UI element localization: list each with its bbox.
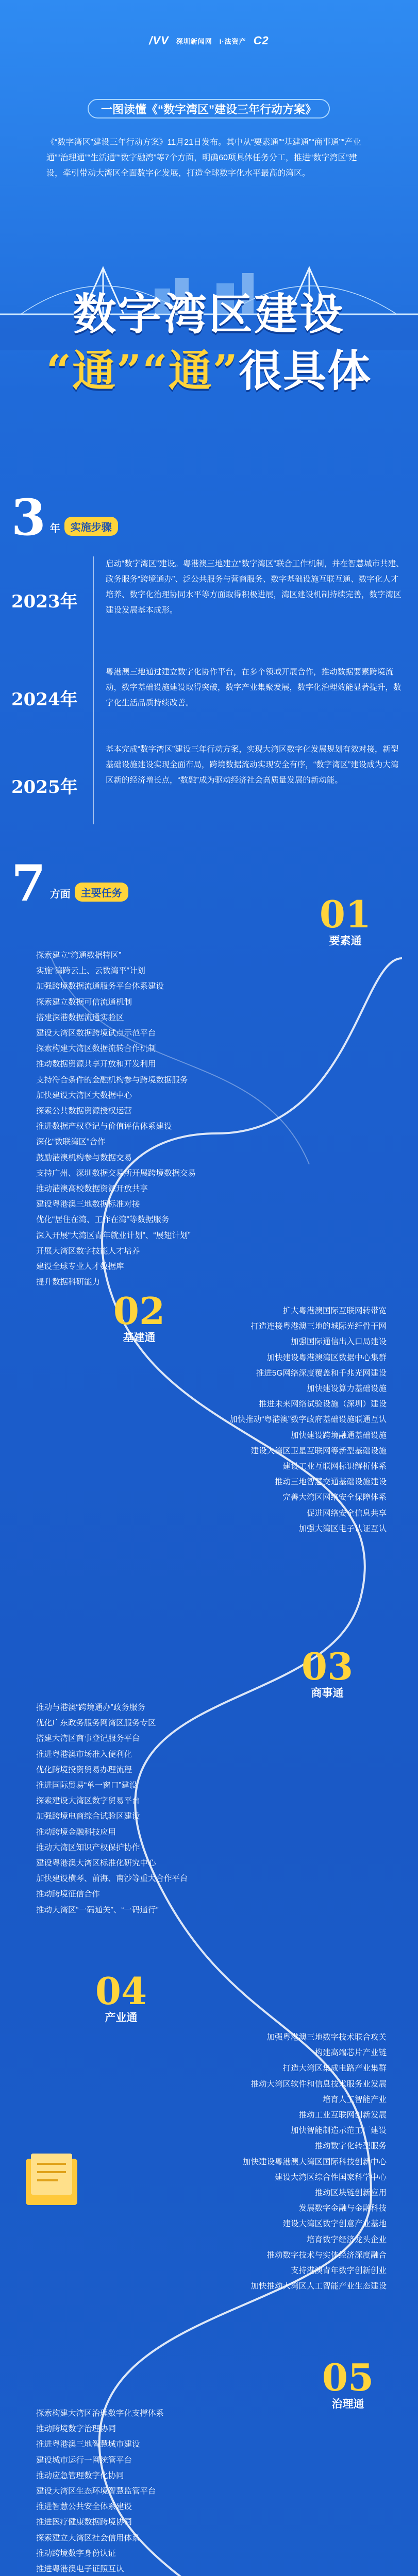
- task-group-01-num: 01: [319, 892, 372, 936]
- task-item: 探索构建大湾区数据流转合作机制: [36, 1044, 156, 1054]
- task-item: 加强跨境数据流通服务平台体系建设: [36, 982, 164, 991]
- logo-4: C2: [253, 34, 269, 47]
- steps-heading: [11, 488, 118, 547]
- tasks-unit: 方面: [49, 889, 71, 900]
- task-item: 建设城市运行一网统管平台: [36, 2455, 132, 2465]
- task-group-04-label: [82, 1969, 160, 2025]
- task-item: 推动数字技术与实体经济深度融合: [266, 2250, 387, 2260]
- task-item: 培育人工智能产业: [322, 2095, 387, 2104]
- year-2023: 2023年: [11, 591, 78, 612]
- task-item: 推进智慧公共安全体系建设: [36, 2502, 132, 2512]
- task-item: 加快建设粤港澳大湾区国际科技创新中心: [242, 2157, 387, 2166]
- task-group-02-list: [144, 1303, 387, 1537]
- task-item: 优化跨境投资贸易办理流程: [36, 1765, 132, 1774]
- task-item: 加快建设粤港澳湾区数据中心集群: [266, 1353, 387, 1362]
- task-item: 加强跨境电商综合试验区建设: [36, 1812, 140, 1821]
- task-item: 构建高端芯片产业链: [314, 2048, 387, 2058]
- task-item: 加快建设横琴、前海、南沙等重大合作平台: [36, 1874, 188, 1884]
- task-item: 探索建立大湾区社会信用体系: [36, 2533, 140, 2543]
- year-2023-text: 启动“数字湾区”建设。粤港澳三地建立“数字湾区”联合工作机制，并在智慧城市共建、政务服务“跨境通办”、泛公共服务与营商服务、数字基础设施互联互通、数字化人才培养、数字化治理协同水平等方面取得积极进展，湾区建设机制持续完善，数字湾区建设发展基本成形。: [106, 560, 404, 615]
- task-item: 建设大湾区数字创意产业基地: [282, 2219, 387, 2229]
- task-item: 推动三地智慧交通基础设施建设: [274, 1478, 387, 1487]
- task-item: 加强大湾区电子认证互认: [298, 1524, 387, 1533]
- task-item: 推进粤港澳电子证照互认: [36, 2565, 124, 2574]
- task-item: 推动跨境征信合作: [36, 1890, 101, 1899]
- task-item: 优化“居住在湾、工作在湾”等数据服务: [36, 1215, 170, 1225]
- steps-number: 3: [11, 488, 46, 547]
- task-item: 加快建设算力基础设施: [306, 1384, 387, 1394]
- task-item: 探索构建大湾区治理数字化支撑体系: [36, 2409, 164, 2418]
- document-box-icon: [21, 2148, 88, 2215]
- tasks-heading: [11, 854, 128, 912]
- logo-bar: [0, 34, 418, 47]
- task-group-05-label: [309, 2355, 387, 2411]
- task-item: 推进医疗健康数据跨境协同: [36, 2518, 132, 2527]
- task-item: 发展数字金融与金融科技: [298, 2204, 387, 2213]
- task-item: 推动大湾区软件和信息技术服务业发展: [250, 2079, 387, 2089]
- task-group-01-label: [304, 892, 387, 948]
- title-tong-1: “通”: [46, 345, 143, 396]
- task-item: 建设大湾区综合性国家科学中心: [274, 2173, 387, 2182]
- logo-1: /VV: [149, 34, 169, 47]
- task-group-03-title: 商事通: [311, 1687, 344, 1699]
- task-group-03-num: 03: [301, 1645, 354, 1688]
- task-item: 加强国际通信出入口局建设: [290, 1337, 387, 1347]
- task-item: 推动应急管理数字化协同: [36, 2471, 124, 2480]
- task-item: 推进粤港澳市场准入便利化: [36, 1750, 132, 1759]
- task-item: 开展大湾区数字技能人才培养: [36, 1246, 140, 1256]
- task-item: 鼓励港澳机构参与数据交易: [36, 1153, 132, 1162]
- task-item: 推动工业互联网创新发展: [298, 2111, 387, 2120]
- task-item: 推动数据资源共享开放和开发利用: [36, 1060, 156, 1069]
- task-group-04-title: 产业通: [105, 2012, 138, 2024]
- task-item: 深入开展“大湾区青年就业计划”、“展翅计划”: [36, 1231, 191, 1240]
- intro-paragraph: 《“数字湾区”建设三年行动方案》11月21日发布。其中从“要素通”“基建通”“商事通”“产业通”“治理通”“生活通”“数字融湾”等7个方面，明确60项具体任务分工，推进“数字湾区”建设，牵引带动大湾区全面数字化发展，打造全球数字化水平最高的湾区。: [46, 138, 361, 178]
- task-item: 探索建立数据可信流通机制: [36, 997, 132, 1007]
- task-item: 培育数字经济龙头企业: [306, 2235, 387, 2244]
- task-item: 推动数字化转型服务: [314, 2142, 387, 2151]
- task-group-05-list: [36, 2406, 294, 2576]
- task-item: 优化广东政务服务网湾区服务专区: [36, 1719, 156, 1728]
- task-item: 加快推动大湾区人工智能产业生态建设: [250, 2282, 387, 2291]
- task-item: 推进未来网络试验设施（深圳）建设: [258, 1400, 387, 1409]
- task-item: 建设粤港澳三地数据标准对接: [36, 1200, 140, 1209]
- year-2025: 2025年: [11, 777, 78, 798]
- title-tail: 很具体: [239, 345, 372, 396]
- task-item: 支持符合条件的金融机构参与跨境数据服务: [36, 1075, 188, 1084]
- task-item: 搭建深港数据流通实验区: [36, 1013, 124, 1022]
- task-item: 提升数据科研能力: [36, 1278, 101, 1287]
- task-item: 支持港澳青年数字创新创业: [290, 2266, 387, 2276]
- year-2024: 2024年: [11, 689, 78, 710]
- task-item: 完善大湾区网络安全保障体系: [282, 1493, 387, 1502]
- steps-timeline-line: [93, 556, 94, 824]
- task-item: 实施“湾跨云上、云数湾平”计划: [36, 967, 145, 976]
- task-group-01-list: [36, 948, 304, 1290]
- task-group-04-list: [134, 2030, 387, 2294]
- task-group-04-num: 04: [95, 1969, 147, 2013]
- task-group-03-label: [289, 1645, 366, 1700]
- task-item: 建设大湾区生态环境智慧监管平台: [36, 2487, 156, 2496]
- task-group-01-title: 要素通: [329, 935, 362, 947]
- task-item: 加快建设大湾区大数据中心: [36, 1091, 132, 1100]
- task-item: 促进网络安全信息共享: [306, 1509, 387, 1518]
- task-item: 推进国际贸易“单一窗口”建设: [36, 1781, 138, 1790]
- logo-3: i·法资产: [219, 37, 246, 45]
- task-item: 推进5G网络深度覆盖和千兆光网建设: [256, 1368, 387, 1378]
- task-item: 打造大湾区集成电路产业集群: [282, 2064, 387, 2073]
- task-item: 推动大湾区“一码通关”、“一码通行”: [36, 1905, 159, 1914]
- tasks-pill: 主要任务: [75, 883, 128, 902]
- task-item: 加快建设跨境融通基础设施: [290, 1431, 387, 1440]
- task-item: 加强粤港澳三地数字技术联合攻关: [266, 2033, 387, 2042]
- task-group-02-title: 基建通: [123, 1332, 156, 1344]
- title-tong-2: “通”: [142, 345, 239, 396]
- task-item: 推动跨境金融科技应用: [36, 1827, 116, 1837]
- year-2024-text: 粤港澳三地通过建立数字化协作平台，在多个领域开展合作，推动数据要素跨境流动，数字基础设施建设取得突破，数字产业集聚发展，数字化治理效能显著提升，数字化生活品质持续改善。: [106, 668, 402, 707]
- tasks-number: 7: [11, 854, 46, 912]
- task-item: 加快智能制造示范工厂建设: [290, 2126, 387, 2136]
- task-item: 打造连接粤港澳三地的城际光纤骨干网: [250, 1322, 387, 1331]
- steps-unit: 年: [49, 523, 60, 534]
- task-item: 建设粤港澳大湾区标准化研究中心: [36, 1859, 156, 1868]
- task-item: 支持广州、深圳数据交易所开展跨境数据交易: [36, 1168, 196, 1178]
- task-item: 建设大湾区数据跨境试点示范平台: [36, 1029, 156, 1038]
- task-group-05-num: 05: [322, 2355, 374, 2399]
- task-item: 探索建设大湾区数字贸易平台: [36, 1797, 140, 1806]
- task-item: 加快推动“粤港澳”数字政府基础设施联通互认: [229, 1415, 387, 1425]
- task-item: 推动大湾区知识产权保护协作: [36, 1843, 140, 1852]
- steps-pill: 实施步骤: [64, 517, 118, 536]
- task-item: 推动跨境数字身份认证: [36, 2549, 116, 2558]
- task-item: 推动与港澳“跨境通办”政务服务: [36, 1703, 145, 1712]
- task-group-05-title: 治理通: [331, 2398, 364, 2410]
- main-title-line2: [0, 345, 418, 397]
- task-item: 推动港澳高校数据资源开放共享: [36, 1184, 148, 1194]
- task-item: 探索公共数据资源授权运营: [36, 1107, 132, 1116]
- task-item: 探索建立“湾通数据特区”: [36, 951, 122, 960]
- main-title-line1: 数字湾区建设: [73, 289, 345, 340]
- task-item: 推进数据产权登记与价值评估体系建设: [36, 1122, 172, 1131]
- task-group-03-list: [36, 1700, 278, 1918]
- task-item: 推进粤港澳三地智慧城市建设: [36, 2440, 140, 2449]
- task-item: 建设工业互联网标识解析体系: [282, 1462, 387, 1471]
- task-item: 搭建大湾区商事登记服务平台: [36, 1734, 140, 1743]
- task-item: 建设全球专业人才数据库: [36, 1262, 124, 1272]
- task-item: 深化“数联湾区”合作: [36, 1138, 106, 1147]
- logo-2: 深圳新闻网: [176, 37, 212, 45]
- year-2025-text: 基本完成“数字湾区”建设三年行动方案，实现大湾区数字化发展规划有效对接，新型基础设施建设实现全面布局，跨境数据流动实现安全有序，“数字湾区”建设成为大湾区新的经济增长点，“数融”成为驱动经济社会高质量发展的新动能。: [106, 745, 399, 785]
- task-group-02-num: 02: [113, 1289, 165, 1333]
- task-item: 推动区块链创新应用: [314, 2189, 387, 2198]
- task-item: 建设大湾区卫星互联网等新型基础设施: [250, 1446, 387, 1455]
- task-item: 推动跨境数字治理协同: [36, 2425, 116, 2434]
- header-banner: 一图读懂《“数字湾区”建设三年行动方案》: [88, 99, 330, 118]
- task-item: 扩大粤港澳国际互联网转带宽: [282, 1307, 387, 1315]
